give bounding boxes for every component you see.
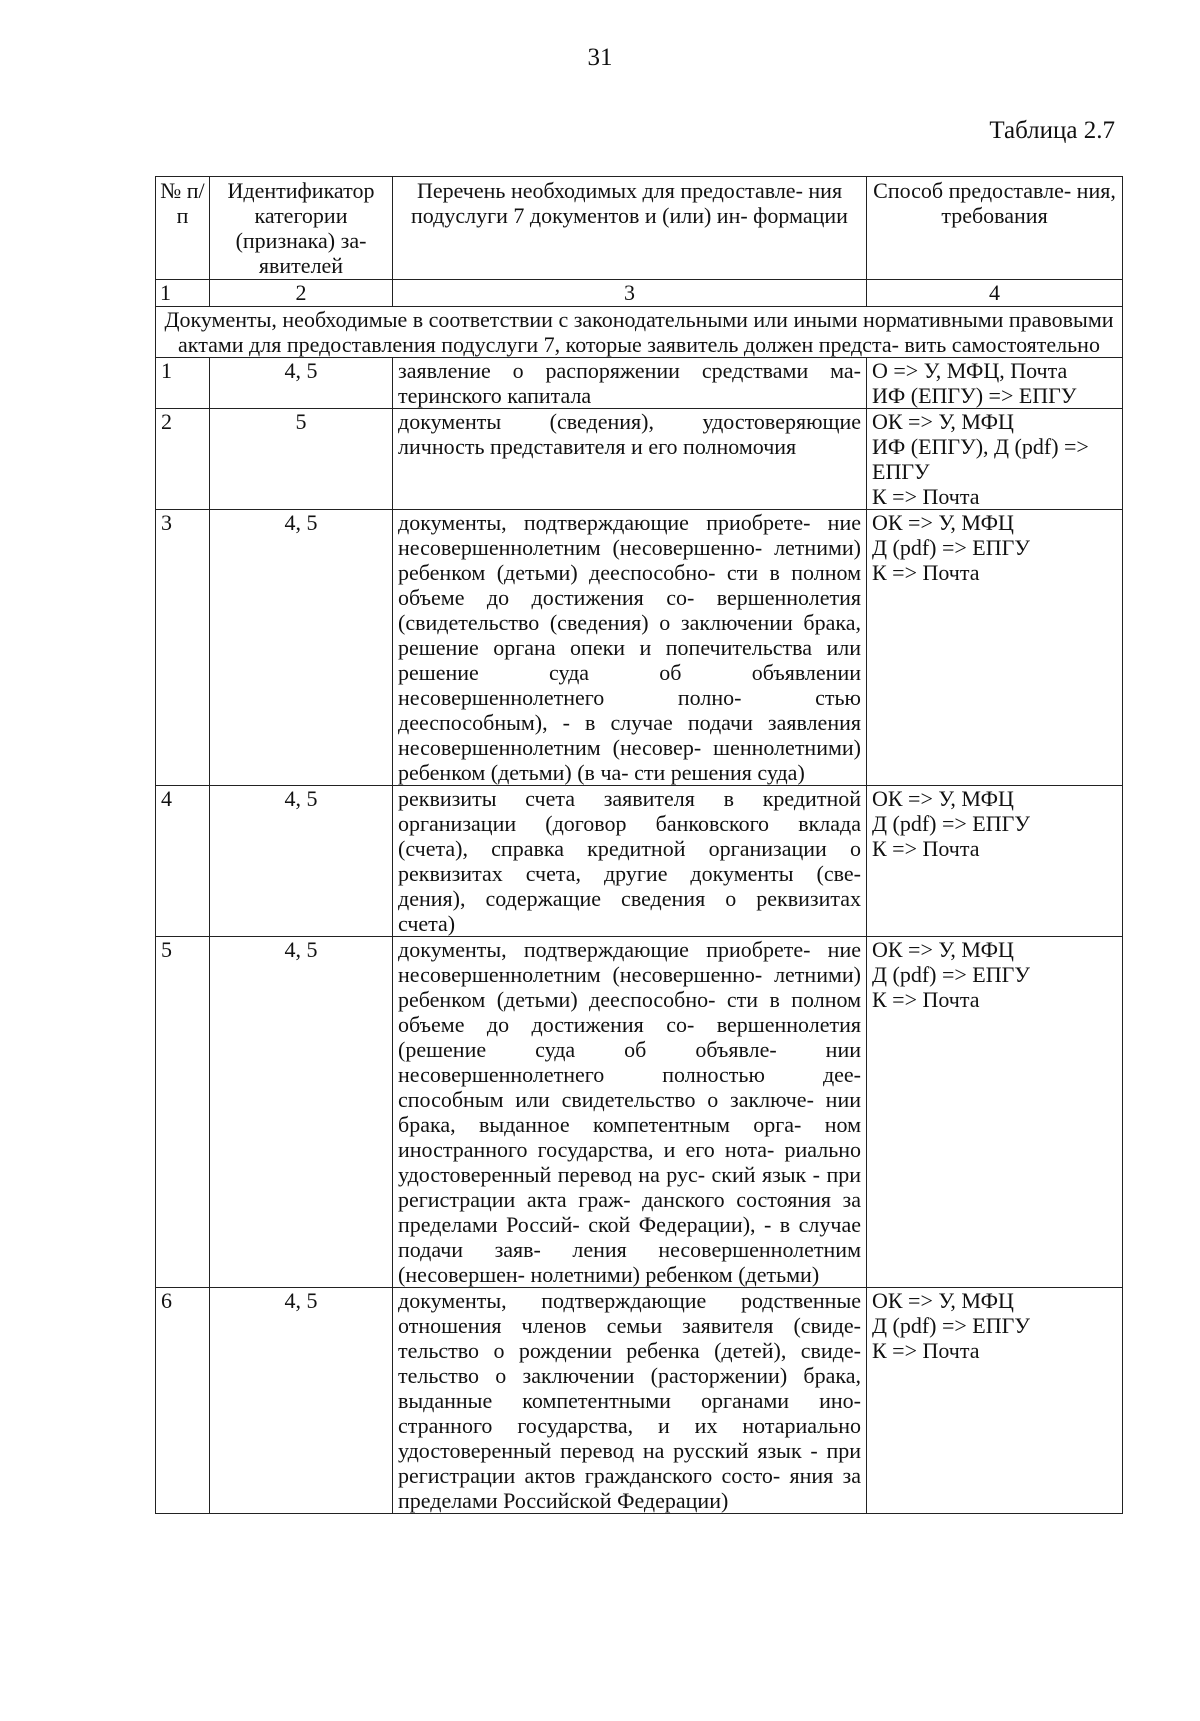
- table-row: [156, 937, 1123, 1288]
- row-number: 5: [156, 937, 210, 1288]
- submission-method: [867, 786, 1123, 937]
- table-row: [156, 1288, 1123, 1514]
- method-line: ИФ (ЕПГУ) => ЕПГУ: [872, 383, 1077, 408]
- submission-method: [867, 409, 1123, 510]
- row-number: 4: [156, 786, 210, 937]
- method-line: Д (pdf) => ЕПГУ: [872, 1313, 1030, 1338]
- documents-table: [155, 176, 1123, 1514]
- document-description: реквизиты счета заявителя в кредитной организации (договор банковского вклада (счета), справка кредитной организации о реквизитах счета, другие документы (све- дения), содержащие сведения о реквизитах счета): [393, 786, 867, 937]
- column-index: 3: [393, 280, 867, 307]
- section-title-row: [156, 307, 1123, 358]
- document-description: документы (сведения), удостоверяющие личность представителя и его полномочия: [393, 409, 867, 510]
- header-number: № п/п: [156, 177, 210, 280]
- submission-method: [867, 510, 1123, 786]
- table-header-row: [156, 177, 1123, 280]
- method-line: ОК => У, МФЦ: [872, 937, 1014, 962]
- table-caption: Таблица 2.7: [989, 117, 1115, 144]
- table-row: [156, 358, 1123, 409]
- header-documents-list: Перечень необходимых для предоставле- ния подуслуги 7 документов и (или) ин- формации: [393, 177, 867, 280]
- submission-method: [867, 1288, 1123, 1514]
- section-title: Документы, необходимые в соответствии с законодательными или иными нормативными правовыми актами для предоставления подуслуги 7, которые заявитель должен предста- вить самостоятельно: [156, 307, 1123, 358]
- method-line: Д (pdf) => ЕПГУ: [872, 535, 1030, 560]
- table-row: [156, 510, 1123, 786]
- row-number: 2: [156, 409, 210, 510]
- method-line: К => Почта: [872, 987, 980, 1012]
- column-index-row: [156, 280, 1123, 307]
- method-line: ОК => У, МФЦ: [872, 510, 1014, 535]
- method-line: ОК => У, МФЦ: [872, 1288, 1014, 1313]
- submission-method: [867, 358, 1123, 409]
- category-id: 4, 5: [210, 937, 393, 1288]
- row-number: 3: [156, 510, 210, 786]
- row-number: 1: [156, 358, 210, 409]
- column-index: 2: [210, 280, 393, 307]
- method-line: К => Почта: [872, 1338, 980, 1363]
- submission-method: [867, 937, 1123, 1288]
- method-line: К => Почта: [872, 484, 980, 509]
- document-description: документы, подтверждающие родственные отношения членов семьи заявителя (свиде- тельство о рождении ребенка (детей), свиде- тельство о заключении (расторжении) брака, выданные компетентными органами ино- странного государства, и их нотариально удостоверенный перевод на русский язык - при регистрации актов гражданского состо- яния за пределами Российской Федерации): [393, 1288, 867, 1514]
- method-line: К => Почта: [872, 836, 980, 861]
- method-line: ЕПГУ: [872, 459, 930, 484]
- category-id: 4, 5: [210, 358, 393, 409]
- document-description: документы, подтверждающие приобрете- ние несовершеннолетним (несовершенно- летними) ребенком (детьми) дееспособно- сти в полном объеме до достижения со- вершеннолетия (решение суда об объявле- нии несовершеннолетнего полностью дее- способным или свидетельство о заключе- нии брака, выданное компетентным орга- ном иностранного государства, и его нота- риально удостоверенный перевод на рус- ский язык - при регистрации акта граж- данского состояния за пределами Россий- ской Федерации), - в случае подачи заяв- ления несовершеннолетним (несовершен- нолетними) ребенком (детьми): [393, 937, 867, 1288]
- method-line: Д (pdf) => ЕПГУ: [872, 962, 1030, 987]
- method-line: ОК => У, МФЦ: [872, 409, 1014, 434]
- method-line: Д (pdf) => ЕПГУ: [872, 811, 1030, 836]
- category-id: 4, 5: [210, 786, 393, 937]
- category-id: 5: [210, 409, 393, 510]
- row-number: 6: [156, 1288, 210, 1514]
- category-id: 4, 5: [210, 510, 393, 786]
- document-description: заявление о распоряжении средствами ма- теринского капитала: [393, 358, 867, 409]
- column-index: 1: [156, 280, 210, 307]
- method-line: ОК => У, МФЦ: [872, 786, 1014, 811]
- category-id: 4, 5: [210, 1288, 393, 1514]
- document-description: документы, подтверждающие приобрете- ние несовершеннолетним (несовершенно- летними) ребенком (детьми) дееспособно- сти в полном объеме до достижения со- вершеннолетия (свидетельство (сведения) о заключении брака, решение органа опеки и попечительства или решение суда об объявлении несовершеннолетнего полно- стью дееспособным), - в случае подачи заявления несовершеннолетним (несовер- шеннолетними) ребенком (детьми) (в ча- сти решения суда): [393, 510, 867, 786]
- table-row: [156, 786, 1123, 937]
- method-line: К => Почта: [872, 560, 980, 585]
- column-index: 4: [867, 280, 1123, 307]
- header-submission-method: Способ предоставле- ния, требования: [867, 177, 1123, 280]
- table-row: [156, 409, 1123, 510]
- method-line: О => У, МФЦ, Почта: [872, 358, 1068, 383]
- page-number: 31: [587, 44, 613, 71]
- header-category-id: Идентификатор категории (признака) за- явителей: [210, 177, 393, 280]
- method-line: ИФ (ЕПГУ), Д (pdf) =>: [872, 434, 1089, 459]
